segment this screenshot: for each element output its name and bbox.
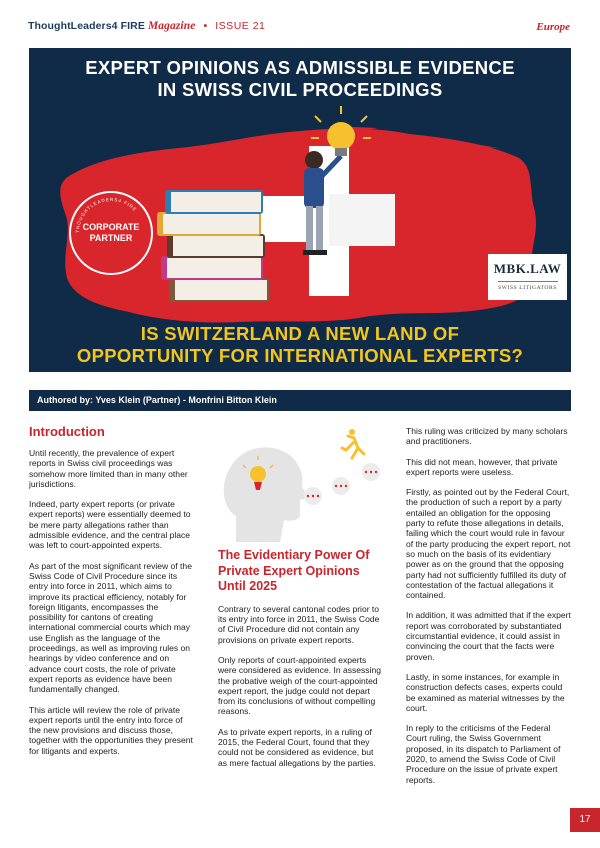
paragraph: Contrary to several cantonal codes prior to its entry into force in 2011, the Swiss Code of Civil Procedure did not contain any provisions on private expert reports. <box>218 603 380 645</box>
paragraph: In addition, it was admitted that if the expert report was corroborated by substantiated circumstantial evidence, it could assist in convincing the court that the facts were proven. <box>406 610 571 662</box>
paragraph: This article will review the role of private expert reports until the entry into force of the new provisions and discuss those, together with the opportunities they present for litigants and experts. <box>29 704 193 756</box>
stack-of-books-icon <box>157 190 269 302</box>
article-column-1 <box>29 424 194 766</box>
head-silhouette-icon <box>224 447 308 542</box>
swiss-cross-panel <box>329 194 395 246</box>
hero-title-line2: IN SWISS CIVIL PROCEEDINGS <box>157 79 443 100</box>
firm-logo-divider <box>498 281 558 282</box>
thinking-head-illustration <box>218 424 383 542</box>
article-column-2 <box>218 424 383 778</box>
paragraph: In reply to the criticisms of the Federal Court ruling, the Swiss Government proposed, in its dispatch to Parliament of 2020, to amend the Swiss Code of Civil Procedure on the issue of private expert reports. <box>406 723 561 785</box>
hero-banner <box>29 48 571 372</box>
author-byline: Authored by: Yves Klein (Partner) - Monfrini Bitton Klein <box>29 390 571 411</box>
running-figure-icon <box>342 429 364 458</box>
hero-title <box>29 57 571 101</box>
hero-subtitle <box>29 323 571 367</box>
firm-logo <box>488 254 567 300</box>
paragraph: Only reports of court-appointed experts were considered as evidence. In assessing the probative weigh of the court-appointed expert report, the judge could not depart from its conclusions of without compelling reasons. <box>218 654 381 717</box>
section-heading-introduction: Introduction <box>29 424 105 439</box>
paragraph: Indeed, party expert reports (or private expert reports) were essentially deemed to be mere party allegations rather than admissible evidence, and the central place was left to court-appointed experts. <box>29 499 191 551</box>
paragraph: As part of the most significant review of the Swiss Code of Civil Procedure since its entry into force in 2011, which aims to improve its practical efficiency, notably for foreign litigants, encompasses the possibility for cantons of creating international commercial courts which may use English as the language of the proceedings, as well as improving rules on hearings by video conference and on advance court costs, the role of private expert reports as evidence have been fundamentally changed. <box>29 560 192 695</box>
thought-bubble-icon <box>304 463 380 505</box>
issue-number: ISSUE 21 <box>215 20 266 32</box>
corporate-partner-badge <box>69 191 153 275</box>
paragraph: As to private expert reports, in a ruling of 2015, the Federal Court, found that they could not be considered as evidence, but as mere factual allegations by the parties. <box>218 726 376 768</box>
header-separator: • <box>203 20 208 32</box>
page-number: 17 <box>570 808 600 832</box>
badge-ring-text: THOUGHTLEADERS4 FIRE <box>74 196 138 234</box>
paragraph: Until recently, the prevalence of expert reports in Swiss civil proceedings was somehow more limited than in many other jurisdictions. <box>29 448 188 489</box>
section-heading-evidentiary-power: The Evidentiary Power Of Private Expert Opinions Until 2025 <box>218 548 370 594</box>
firm-name: MBK.LAW <box>493 261 562 276</box>
paragraph: This ruling was criticized by many scholars and practitioners. <box>406 426 568 447</box>
brand-name: ThoughtLeaders4 FIRE <box>28 20 145 32</box>
hero-subtitle-line2: OPPORTUNITY FOR INTERNATIONAL EXPERTS? <box>76 345 524 366</box>
region-label: Europe <box>536 21 570 33</box>
paragraph: Firstly, as pointed out by the Federal Court, the production of such a report by a party entailed an obligation for the opposing party to refute those allegations in details, failing which the court would rule in favour of the party producing the expert report, not so much on the basis of its evidentiary power as on the ground that the opposing party had not sufficiently fulfilled its duty of contestation of the factual allegations it contained. <box>406 487 571 601</box>
magazine-word: Magazine <box>147 20 196 32</box>
badge-line1: CORPORATE <box>82 222 140 232</box>
magazine-masthead <box>28 20 265 32</box>
paragraph: This did not mean, however, that private expert reports were useless. <box>406 456 558 477</box>
badge-line2: PARTNER <box>89 233 133 243</box>
hero-title-line1: EXPERT OPINIONS AS ADMISSIBLE EVIDENCE <box>85 57 515 78</box>
page-header <box>0 0 600 42</box>
article-column-3 <box>406 426 571 795</box>
firm-tagline: SWISS LITIGATORS <box>498 285 557 291</box>
hero-subtitle-line1: IS SWITZERLAND A NEW LAND OF <box>140 323 460 344</box>
paragraph: Lastly, in some instances, for example in construction defects cases, experts could be examined as material witnesses by the court. <box>406 671 565 713</box>
